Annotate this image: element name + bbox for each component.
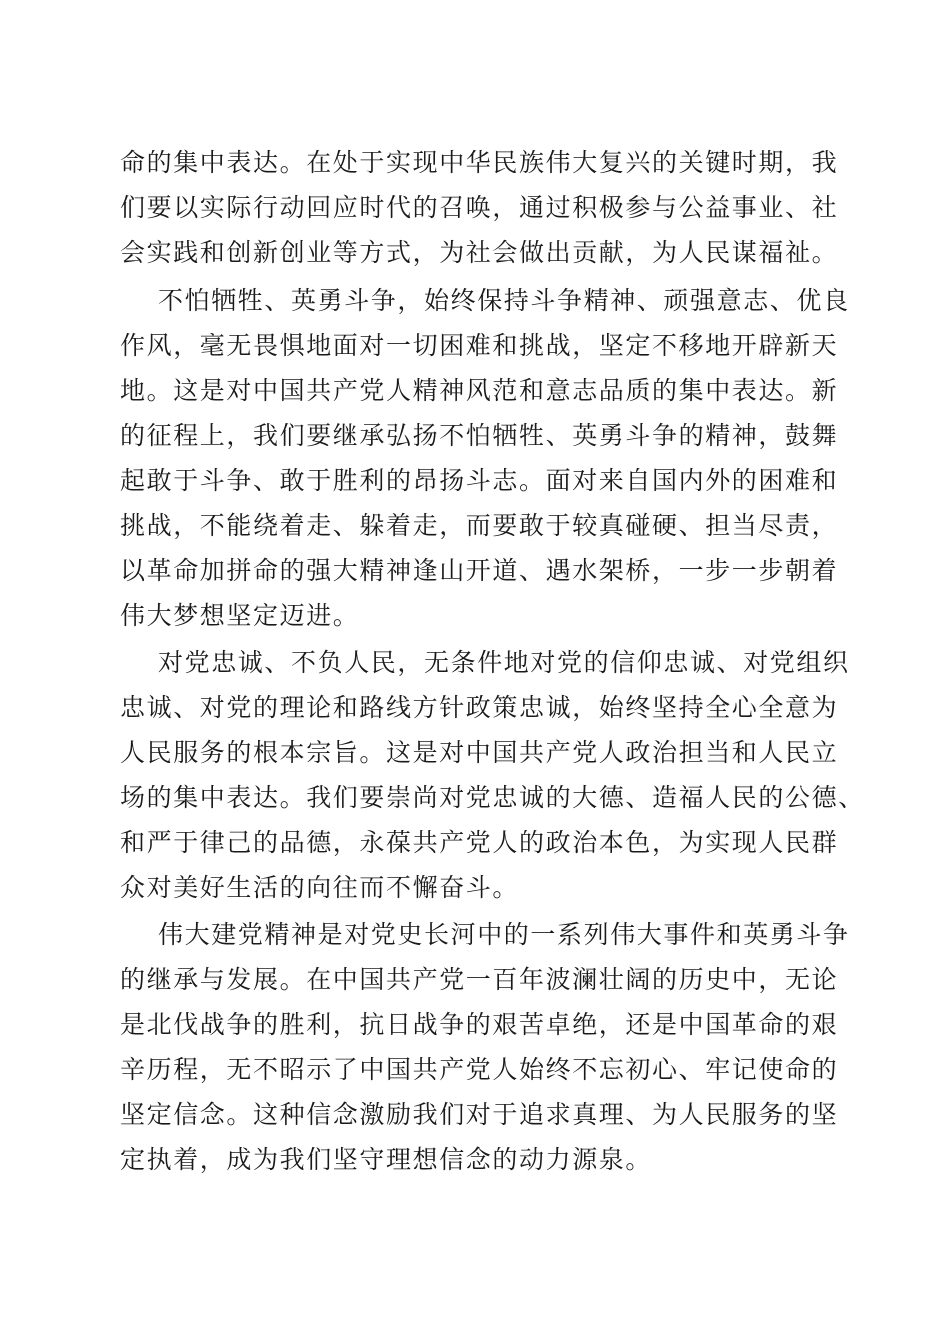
text-line: 人民服务的根本宗旨。这是对中国共产党人政治担当和人民立: [120, 738, 839, 767]
text-line: 是北伐战争的胜利，抗日战争的艰苦卓绝，还是中国革命的艰: [120, 1010, 839, 1039]
text-line: 地。这是对中国共产党人精神风范和意志品质的集中表达。新: [120, 376, 839, 405]
text-line: 定执着，成为我们坚守理想信念的动力源泉。: [120, 1145, 653, 1174]
text-line: 们要以实际行动回应时代的召唤，通过积极参与公益事业、社: [120, 193, 839, 222]
text-line: 伟大建党精神是对党史长河中的一系列伟大事件和英勇斗争: [158, 920, 850, 949]
text-line: 会实践和创新创业等方式，为社会做出贡献，为人民谋福祉。: [120, 238, 839, 267]
text-line: 忠诚、对党的理论和路线方针政策忠诚，始终坚持全心全意为: [120, 693, 839, 722]
text-line: 不怕牺牲、英勇斗争，始终保持斗争精神、顽强意志、优良: [158, 286, 850, 315]
text-line: 对党忠诚、不负人民，无条件地对党的信仰忠诚、对党组织: [158, 648, 850, 677]
text-line: 辛历程，无不昭示了中国共产党人始终不忘初心、牢记使命的: [120, 1055, 839, 1084]
text-line: 挑战，不能绕着走、躲着走，而要敢于较真碰硬、担当尽责，: [120, 511, 839, 540]
text-line: 坚定信念。这种信念激励我们对于追求真理、为人民服务的坚: [120, 1100, 839, 1129]
text-line: 以革命加拼命的强大精神逢山开道、遇水架桥，一步一步朝着: [120, 556, 839, 585]
text-line: 起敢于斗争、敢于胜利的昂扬斗志。面对来自国内外的困难和: [120, 466, 839, 495]
text-line: 众对美好生活的向往而不懈奋斗。: [120, 873, 520, 902]
text-line: 的继承与发展。在中国共产党一百年波澜壮阔的历史中，无论: [120, 965, 839, 994]
text-line: 作风，毫无畏惧地面对一切困难和挑战，坚定不移地开辟新天: [120, 331, 839, 360]
text-line: 的征程上，我们要继承弘扬不怕牺牲、英勇斗争的精神，鼓舞: [120, 421, 839, 450]
text-line: 命的集中表达。在处于实现中华民族伟大复兴的关键时期，我: [120, 148, 839, 177]
text-line: 伟大梦想坚定迈进。: [120, 601, 360, 630]
text-line: 和严于律己的品德，永葆共产党人的政治本色，为实现人民群: [120, 828, 839, 857]
text-line: 场的集中表达。我们要崇尚对党忠诚的大德、造福人民的公德、: [120, 783, 865, 812]
